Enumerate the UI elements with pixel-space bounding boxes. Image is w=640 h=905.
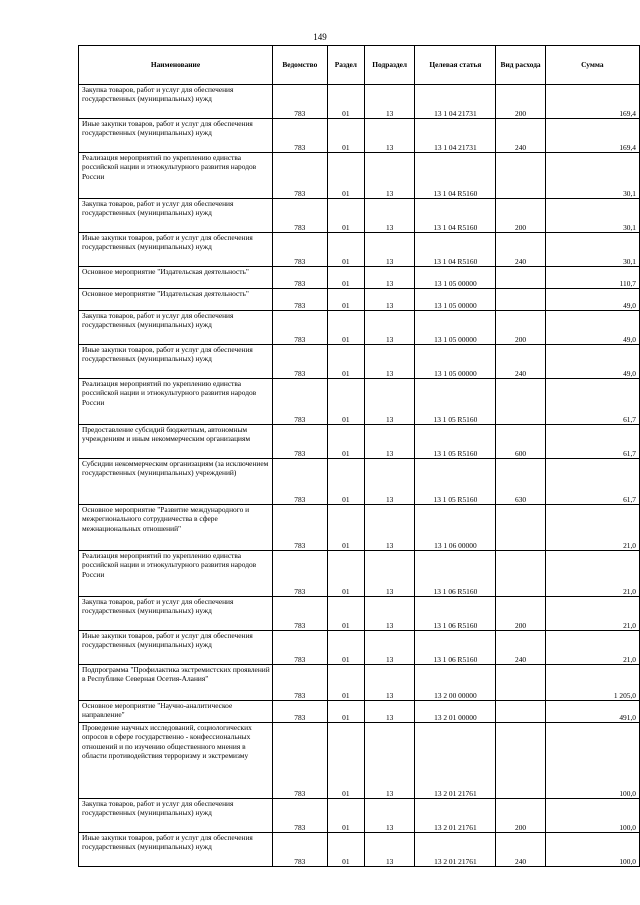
row-expense-type: 200 bbox=[496, 85, 545, 119]
row-subsection: 13 bbox=[364, 199, 414, 233]
row-target-item: 13 2 01 00000 bbox=[415, 701, 496, 723]
table-row bbox=[79, 233, 640, 267]
row-amount: 30,1 bbox=[545, 233, 639, 267]
row-target-item: 13 1 06 R5160 bbox=[415, 551, 496, 597]
row-section: 01 bbox=[327, 153, 364, 199]
row-expense-type bbox=[496, 701, 545, 723]
table-row bbox=[79, 267, 640, 289]
row-department: 783 bbox=[272, 233, 327, 267]
row-department: 783 bbox=[272, 119, 327, 153]
row-department: 783 bbox=[272, 701, 327, 723]
row-department: 783 bbox=[272, 85, 327, 119]
row-target-item: 13 1 06 00000 bbox=[415, 505, 496, 551]
row-expense-type: 240 bbox=[496, 631, 545, 665]
row-section: 01 bbox=[327, 289, 364, 311]
row-expense-type bbox=[496, 379, 545, 425]
table-row bbox=[79, 311, 640, 345]
row-expense-type bbox=[496, 267, 545, 289]
row-name: Иные закупки товаров, работ и услуг для обеспечения государственных (муниципальных) нужд bbox=[79, 119, 273, 153]
row-expense-type bbox=[496, 665, 545, 701]
row-name: Реализация мероприятий по укреплению единства российской нации и этнокультурного развития народов России bbox=[79, 153, 273, 199]
row-target-item: 13 1 05 R5160 bbox=[415, 425, 496, 459]
table-row bbox=[79, 199, 640, 233]
table-row bbox=[79, 153, 640, 199]
row-subsection: 13 bbox=[364, 597, 414, 631]
row-department: 783 bbox=[272, 311, 327, 345]
row-target-item: 13 2 01 21761 bbox=[415, 723, 496, 799]
row-amount: 1 205,0 bbox=[545, 665, 639, 701]
row-subsection: 13 bbox=[364, 85, 414, 119]
row-amount: 30,1 bbox=[545, 153, 639, 199]
row-target-item: 13 1 05 00000 bbox=[415, 311, 496, 345]
row-section: 01 bbox=[327, 701, 364, 723]
row-name: Реализация мероприятий по укреплению единства российской нации и этнокультурного развития народов России bbox=[79, 379, 273, 425]
row-section: 01 bbox=[327, 723, 364, 799]
header-department: Ведомство bbox=[272, 46, 327, 85]
row-department: 783 bbox=[272, 459, 327, 505]
row-section: 01 bbox=[327, 631, 364, 665]
row-amount: 169,4 bbox=[545, 85, 639, 119]
row-subsection: 13 bbox=[364, 267, 414, 289]
row-name: Предоставление субсидий бюджетным, автономным учреждениям и иным некоммерческим организациям bbox=[79, 425, 273, 459]
row-amount: 61,7 bbox=[545, 459, 639, 505]
row-subsection: 13 bbox=[364, 665, 414, 701]
table-row bbox=[79, 665, 640, 701]
row-department: 783 bbox=[272, 723, 327, 799]
row-section: 01 bbox=[327, 119, 364, 153]
row-subsection: 13 bbox=[364, 311, 414, 345]
row-expense-type: 240 bbox=[496, 345, 545, 379]
row-name: Закупка товаров, работ и услуг для обеспечения государственных (муниципальных) нужд bbox=[79, 311, 273, 345]
row-department: 783 bbox=[272, 425, 327, 459]
table-row bbox=[79, 551, 640, 597]
row-target-item: 13 1 04 R5160 bbox=[415, 199, 496, 233]
row-amount: 30,1 bbox=[545, 199, 639, 233]
row-target-item: 13 1 05 00000 bbox=[415, 289, 496, 311]
row-name: Иные закупки товаров, работ и услуг для обеспечения государственных (муниципальных) нужд bbox=[79, 233, 273, 267]
row-section: 01 bbox=[327, 597, 364, 631]
row-target-item: 13 1 05 R5160 bbox=[415, 379, 496, 425]
table-row bbox=[79, 379, 640, 425]
row-expense-type: 630 bbox=[496, 459, 545, 505]
row-name: Основное мероприятие "Научно-аналитическое направление" bbox=[79, 701, 273, 723]
row-name: Закупка товаров, работ и услуг для обеспечения государственных (муниципальных) нужд bbox=[79, 199, 273, 233]
row-name: Закупка товаров, работ и услуг для обеспечения государственных (муниципальных) нужд bbox=[79, 799, 273, 833]
header-amount: Сумма bbox=[545, 46, 639, 85]
row-target-item: 13 1 06 R5160 bbox=[415, 597, 496, 631]
row-amount: 61,7 bbox=[545, 425, 639, 459]
table-row bbox=[79, 833, 640, 867]
row-subsection: 13 bbox=[364, 289, 414, 311]
row-target-item: 13 1 06 R5160 bbox=[415, 631, 496, 665]
table-row bbox=[79, 459, 640, 505]
row-amount: 21,0 bbox=[545, 597, 639, 631]
row-name: Подпрограмма "Профилактика экстремистских проявлений в Республике Северная Осетия-Алания" bbox=[79, 665, 273, 701]
row-expense-type bbox=[496, 551, 545, 597]
row-amount: 100,0 bbox=[545, 723, 639, 799]
table-row bbox=[79, 799, 640, 833]
table-row bbox=[79, 597, 640, 631]
row-subsection: 13 bbox=[364, 425, 414, 459]
table-header-row bbox=[79, 46, 640, 85]
row-subsection: 13 bbox=[364, 119, 414, 153]
row-subsection: 13 bbox=[364, 505, 414, 551]
row-target-item: 13 1 04 21731 bbox=[415, 119, 496, 153]
row-amount: 21,0 bbox=[545, 551, 639, 597]
row-target-item: 13 2 00 00000 bbox=[415, 665, 496, 701]
row-department: 783 bbox=[272, 267, 327, 289]
table-row bbox=[79, 631, 640, 665]
row-section: 01 bbox=[327, 425, 364, 459]
row-target-item: 13 1 05 R5160 bbox=[415, 459, 496, 505]
table-row bbox=[79, 289, 640, 311]
row-section: 01 bbox=[327, 267, 364, 289]
row-subsection: 13 bbox=[364, 799, 414, 833]
row-name: Основное мероприятие "Развитие международного и межрегионального сотрудничества в сфере межнациональных отношений" bbox=[79, 505, 273, 551]
row-subsection: 13 bbox=[364, 153, 414, 199]
row-amount: 61,7 bbox=[545, 379, 639, 425]
row-expense-type bbox=[496, 505, 545, 551]
row-department: 783 bbox=[272, 379, 327, 425]
row-target-item: 13 1 05 00000 bbox=[415, 267, 496, 289]
row-expense-type bbox=[496, 289, 545, 311]
row-expense-type: 240 bbox=[496, 233, 545, 267]
row-department: 783 bbox=[272, 505, 327, 551]
row-expense-type: 200 bbox=[496, 199, 545, 233]
row-target-item: 13 2 01 21761 bbox=[415, 799, 496, 833]
row-amount: 491,0 bbox=[545, 701, 639, 723]
row-target-item: 13 1 04 21731 bbox=[415, 85, 496, 119]
row-name: Иные закупки товаров, работ и услуг для обеспечения государственных (муниципальных) нужд bbox=[79, 345, 273, 379]
header-name: Наименование bbox=[79, 46, 273, 85]
row-department: 783 bbox=[272, 597, 327, 631]
row-amount: 169,4 bbox=[545, 119, 639, 153]
row-name: Основное мероприятие "Издательская деятельность" bbox=[79, 267, 273, 289]
row-department: 783 bbox=[272, 833, 327, 867]
table-row bbox=[79, 505, 640, 551]
row-section: 01 bbox=[327, 85, 364, 119]
row-name: Проведение научных исследований, социологических опросов в сфере государственно - конфессиональных отношений и по изучению общественного мнения в области противодействия терроризму и экстремизму bbox=[79, 723, 273, 799]
header-section: Раздел bbox=[327, 46, 364, 85]
table-row bbox=[79, 85, 640, 119]
row-section: 01 bbox=[327, 311, 364, 345]
row-expense-type: 200 bbox=[496, 597, 545, 631]
row-amount: 49,0 bbox=[545, 311, 639, 345]
row-subsection: 13 bbox=[364, 631, 414, 665]
row-target-item: 13 2 01 21761 bbox=[415, 833, 496, 867]
row-subsection: 13 bbox=[364, 345, 414, 379]
row-subsection: 13 bbox=[364, 551, 414, 597]
row-section: 01 bbox=[327, 233, 364, 267]
row-target-item: 13 1 04 R5160 bbox=[415, 233, 496, 267]
table-row bbox=[79, 701, 640, 723]
row-subsection: 13 bbox=[364, 379, 414, 425]
page-number: 149 bbox=[313, 32, 327, 42]
row-amount: 49,0 bbox=[545, 345, 639, 379]
table-row bbox=[79, 345, 640, 379]
row-department: 783 bbox=[272, 665, 327, 701]
row-amount: 49,0 bbox=[545, 289, 639, 311]
header-target-item: Целевая статья bbox=[415, 46, 496, 85]
row-section: 01 bbox=[327, 505, 364, 551]
row-target-item: 13 1 04 R5160 bbox=[415, 153, 496, 199]
row-section: 01 bbox=[327, 345, 364, 379]
row-department: 783 bbox=[272, 199, 327, 233]
row-subsection: 13 bbox=[364, 701, 414, 723]
row-department: 783 bbox=[272, 345, 327, 379]
row-amount: 21,0 bbox=[545, 505, 639, 551]
header-subsection: Подраздел bbox=[364, 46, 414, 85]
row-amount: 100,0 bbox=[545, 799, 639, 833]
row-section: 01 bbox=[327, 799, 364, 833]
row-amount: 110,7 bbox=[545, 267, 639, 289]
row-department: 783 bbox=[272, 551, 327, 597]
row-subsection: 13 bbox=[364, 459, 414, 505]
row-section: 01 bbox=[327, 199, 364, 233]
row-section: 01 bbox=[327, 459, 364, 505]
row-name: Основное мероприятие "Издательская деятельность" bbox=[79, 289, 273, 311]
row-section: 01 bbox=[327, 665, 364, 701]
row-section: 01 bbox=[327, 551, 364, 597]
row-expense-type: 200 bbox=[496, 311, 545, 345]
row-subsection: 13 bbox=[364, 833, 414, 867]
row-amount: 100,0 bbox=[545, 833, 639, 867]
row-target-item: 13 1 05 00000 bbox=[415, 345, 496, 379]
row-expense-type: 240 bbox=[496, 833, 545, 867]
row-section: 01 bbox=[327, 833, 364, 867]
row-expense-type: 200 bbox=[496, 799, 545, 833]
row-department: 783 bbox=[272, 799, 327, 833]
row-name: Иные закупки товаров, работ и услуг для обеспечения государственных (муниципальных) нужд bbox=[79, 833, 273, 867]
table-row bbox=[79, 119, 640, 153]
row-department: 783 bbox=[272, 289, 327, 311]
row-department: 783 bbox=[272, 631, 327, 665]
header-expense-type: Вид расхода bbox=[496, 46, 545, 85]
row-section: 01 bbox=[327, 379, 364, 425]
row-department: 783 bbox=[272, 153, 327, 199]
row-name: Закупка товаров, работ и услуг для обеспечения государственных (муниципальных) нужд bbox=[79, 597, 273, 631]
row-expense-type bbox=[496, 723, 545, 799]
row-expense-type: 600 bbox=[496, 425, 545, 459]
row-name: Реализация мероприятий по укреплению единства российской нации и этнокультурного развития народов России bbox=[79, 551, 273, 597]
row-expense-type bbox=[496, 153, 545, 199]
table-row bbox=[79, 425, 640, 459]
row-expense-type: 240 bbox=[496, 119, 545, 153]
row-name: Закупка товаров, работ и услуг для обеспечения государственных (муниципальных) нужд bbox=[79, 85, 273, 119]
row-name: Иные закупки товаров, работ и услуг для обеспечения государственных (муниципальных) нужд bbox=[79, 631, 273, 665]
table-row bbox=[79, 723, 640, 799]
row-name: Субсидии некоммерческим организациям (за исключением государственных (муниципальных) учреждений) bbox=[79, 459, 273, 505]
row-subsection: 13 bbox=[364, 723, 414, 799]
row-amount: 21,0 bbox=[545, 631, 639, 665]
row-subsection: 13 bbox=[364, 233, 414, 267]
budget-table bbox=[78, 45, 640, 867]
